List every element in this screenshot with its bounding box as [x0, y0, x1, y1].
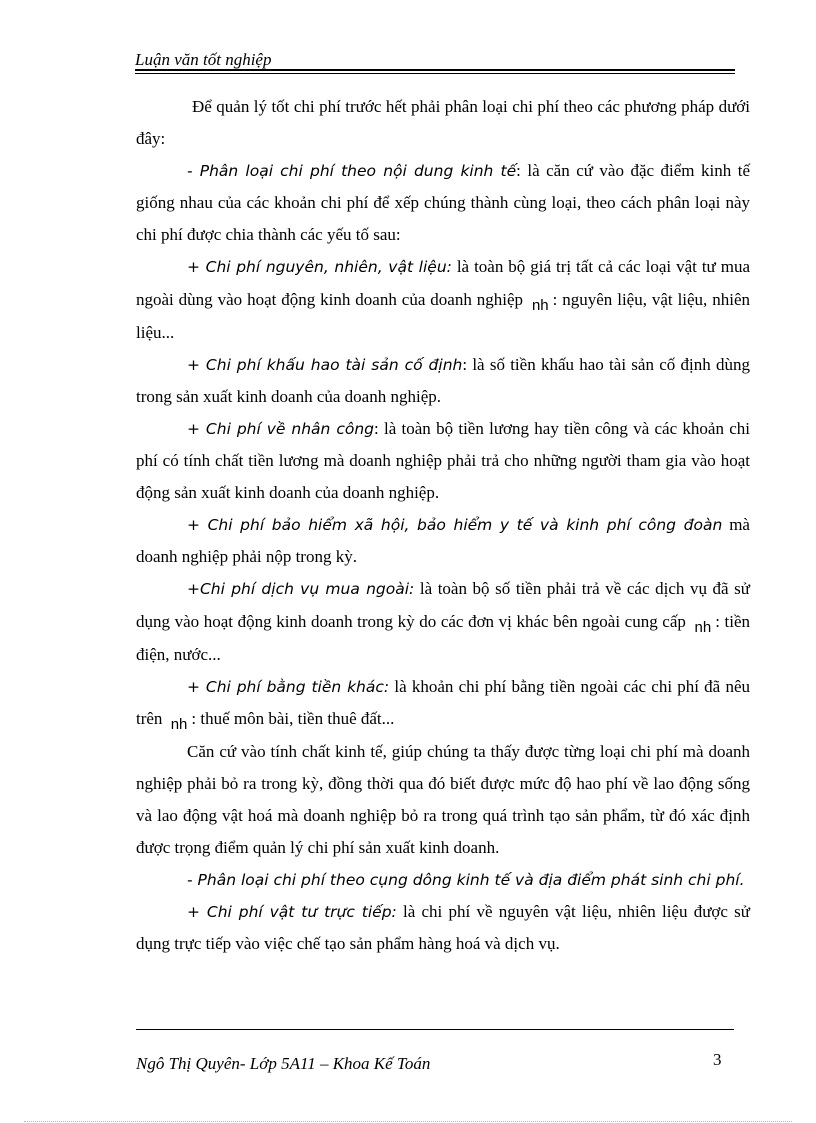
page-bottom-dotted-rule: [24, 1121, 792, 1122]
paragraph-labor-cost-text: : là toàn bộ tiền lương hay tiền công và các khoản chi phí có tính chất tiền lương mà doanh nghiệp phải trả cho những người tham gia vào hoạt động sản xuất kinh doanh của doanh nghiệp.: [136, 418, 750, 503]
term-direct-materials: + Chi phí vật tư trực tiếp:: [187, 903, 397, 922]
paragraph-classify-by-function: [136, 864, 750, 896]
term-other-cash-cost: + Chi phí bằng tiền khác:: [187, 677, 390, 696]
body-text: [136, 91, 750, 961]
paragraph-materials-cost-text-b: : nguyên liệu, vật liệu, nhiên liệu...: [136, 289, 750, 342]
paragraph-materials-cost: [136, 251, 750, 348]
paragraph-direct-materials: [136, 896, 750, 960]
paragraph-intro-text: Để quản lý tốt chi phí trước hết phải phân loại chi phí theo các phương pháp dưới đây:: [136, 97, 750, 149]
term-insurance-cost: + Chi phí bảo hiểm xã hội, bảo hiểm y tế và kinh phí công đoàn: [187, 516, 723, 535]
paragraph-classify-by-content: [136, 155, 750, 251]
paragraph-labor-cost: [136, 413, 750, 509]
page-header: [135, 50, 735, 74]
paragraph-other-cash-cost-text-b: : thuế môn bài, tiền thuê đất...: [191, 708, 395, 728]
nh-abbrev: nh: [170, 715, 188, 733]
paragraph-outsourced-services-text-a: là toàn bộ số tiền phải trả về các dịch vụ đã sử dụng vào hoạt động kinh doanh trong kỳ do các đơn vị khác bên ngoài cung cấp: [136, 579, 750, 631]
footer-author: Ngô Thị Quyên- Lớp 5A11 – Khoa Kế Toán: [136, 1054, 431, 1073]
term-labor-cost: + Chi phí về nhân công: [187, 419, 374, 438]
header-title: Luận văn tốt nghiệp: [135, 50, 272, 69]
paragraph-economic-basis-text: Căn cứ vào tính chất kinh tế, giúp chúng ta thấy được từng loại chi phí mà doanh nghiệp phải bỏ ra trong kỳ, đồng thời qua đó biết được mức độ hao phí về lao động sống và lao động vật hoá mà doanh nghiệp bỏ ra trong quá trình tạo sản phẩm, từ đó xác định được trọng điểm quản lý chi phí sản xuất kinh doanh.: [136, 741, 750, 858]
footer-rule: [136, 1029, 734, 1030]
header-rule-thin: [135, 73, 735, 74]
paragraph-outsourced-services: [136, 573, 750, 670]
paragraph-materials-cost-text-a: là toàn bộ giá trị tất cả các loại vật tư mua ngoài dùng vào hoạt động kinh doanh của doanh nghiệp: [136, 257, 750, 309]
paragraph-other-cash-cost-text-a: là khoản chi phí bằng tiền ngoài các chi phí đã nêu trên: [136, 676, 750, 728]
page-number: 3: [713, 1050, 722, 1069]
paragraph-depreciation-cost-text: : là số tiền khấu hao tài sản cố định dùng trong sản xuất kinh doanh của doanh nghiệp.: [136, 354, 750, 406]
nh-abbrev: nh: [694, 618, 712, 636]
paragraph-depreciation-cost: [136, 349, 750, 413]
paragraph-insurance-cost: [136, 509, 750, 573]
paragraph-classify-by-content-text: : là căn cứ vào đặc điểm kinh tế giống nhau của các khoản chi phí để xếp chúng thành cùng loại, theo cách phân loại này chi phí được chia thành các yếu tố sau:: [136, 161, 750, 245]
term-outsourced-services: +Chi phí dịch vụ mua ngoài:: [187, 580, 415, 599]
paragraph-economic-basis: [136, 736, 750, 864]
term-classify-by-content: - Phân loại chi phí theo nội dung kinh tế: [187, 162, 517, 181]
paragraph-outsourced-services-text-b: : tiền điện, nước...: [136, 611, 751, 664]
header-rule-thick: [135, 69, 735, 71]
paragraph-intro: [136, 91, 750, 155]
paragraph-direct-materials-text: là chi phí về nguyên vật liệu, nhiên liệu được sử dụng trực tiếp vào việc chế tạo sản phẩm hàng hoá và dịch vụ.: [136, 902, 750, 954]
nh-abbrev: nh: [531, 296, 549, 314]
paragraph-insurance-cost-text: mà doanh nghiệp phải nộp trong kỳ.: [136, 515, 750, 567]
term-materials-cost: + Chi phí nguyên, nhiên, vật liệu:: [187, 258, 452, 277]
term-depreciation-cost: + Chi phí khấu hao tài sản cố định: [187, 355, 463, 374]
term-classify-by-function: - Phân loại chi phí theo cụng dông kinh tế và địa điểm phát sinh chi phí.: [187, 871, 745, 890]
paragraph-other-cash-cost: [136, 671, 750, 736]
